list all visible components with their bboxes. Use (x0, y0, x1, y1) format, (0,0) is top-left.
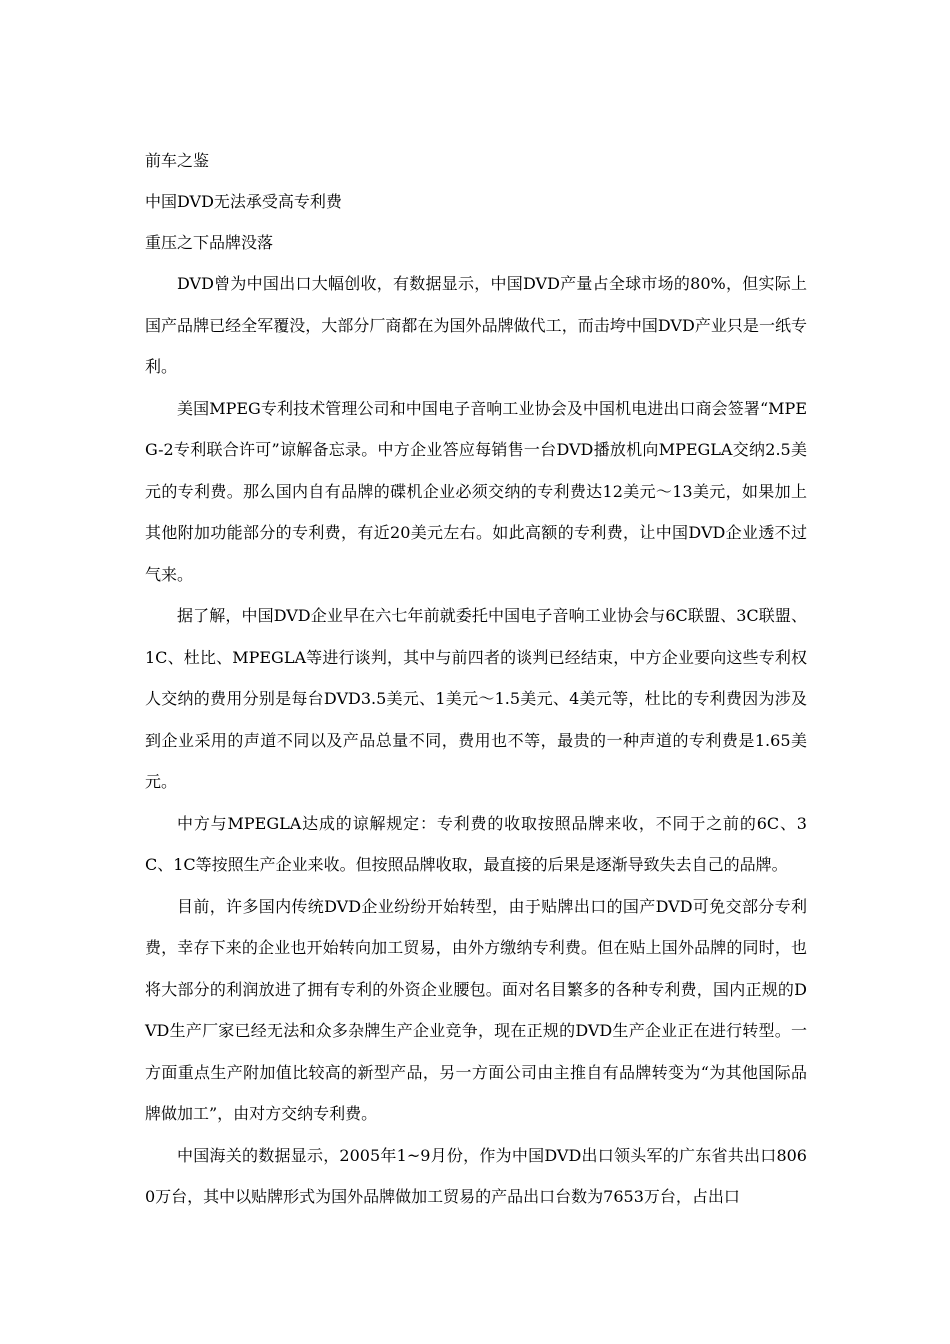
paragraph-dvd-overview: DVD曾为中国出口大幅创收，有数据显示，中国DVD产量占全球市场的80%，但实际上国产品牌已经全军覆没，大部分厂商都在为国外品牌做代工，而击垮中国DVD产业只是一纸专利。 (145, 274, 807, 376)
paragraph-mpeg-agreement: 美国MPEG专利技术管理公司和中国电子音响工业协会及中国机电进出口商会签署“MPEG-2专利联合许可”谅解备忘录。中方企业答应每销售一台DVD播放机向MPEGLA交纳2.5美元的专利费。那么国内自有品牌的碟机企业必须交纳的专利费达12美元～13美元，如果加上其他附加功能部分的专利费，有近20美元左右。如此高额的专利费，让中国DVD企业透不过气来。 (145, 398, 807, 584)
paragraph-negotiations: 据了解，中国DVD企业早在六七年前就委托中国电子音响工业协会与6C联盟、3C联盟、1C、杜比、MPEGLA等进行谈判，其中与前四者的谈判已经结束，中方企业要向这些专利权人交纳的费用分别是每台DVD3.5美元、1美元～1.5美元、4美元等，杜比的专利费因为涉及到企业采用的声道不同以及产品总量不同，费用也不等，最贵的一种声道的专利费是1.65美元。 (145, 606, 807, 791)
paragraph-brand-fee-rule: 中方与MPEGLA达成的谅解规定：专利费的收取按照品牌来收，不同于之前的6C、3C、1C等按照生产企业来收。但按照品牌收取，最直接的后果是逐渐导致失去自己的品牌。 (145, 813, 807, 874)
heading-article-subtitle: 重压之下品牌没落 (145, 233, 274, 252)
paragraph-customs-data: 中国海关的数据显示，2005年1~9月份，作为中国DVD出口领头军的广东省共出口8060万台，其中以贴牌形式为国外品牌做加工贸易的产品出口台数为7653万台，占出口 (145, 1145, 807, 1206)
paragraph-industry-transition: 目前，许多国内传统DVD企业纷纷开始转型，由于贴牌出口的国产DVD可免交部分专利费，幸存下来的企业也开始转向加工贸易，由外方缴纳专利费。但在贴上国外品牌的同时，也将大部分的利润放进了拥有专利的外资企业腰包。面对名目繁多的各种专利费，国内正规的DVD生产厂家已经无法和众多杂牌生产企业竞争，现在正规的DVD生产企业正在进行转型。一方面重点生产附加值比较高的新型产品，另一方面公司由主推自有品牌转变为“为其他国际品牌做加工”，由对方交纳专利费。 (145, 896, 807, 1123)
heading-article-title: 中国DVD无法承受高专利费 (145, 192, 342, 211)
document-body (145, 140, 807, 1218)
heading-section-title: 前车之鉴 (145, 151, 210, 170)
